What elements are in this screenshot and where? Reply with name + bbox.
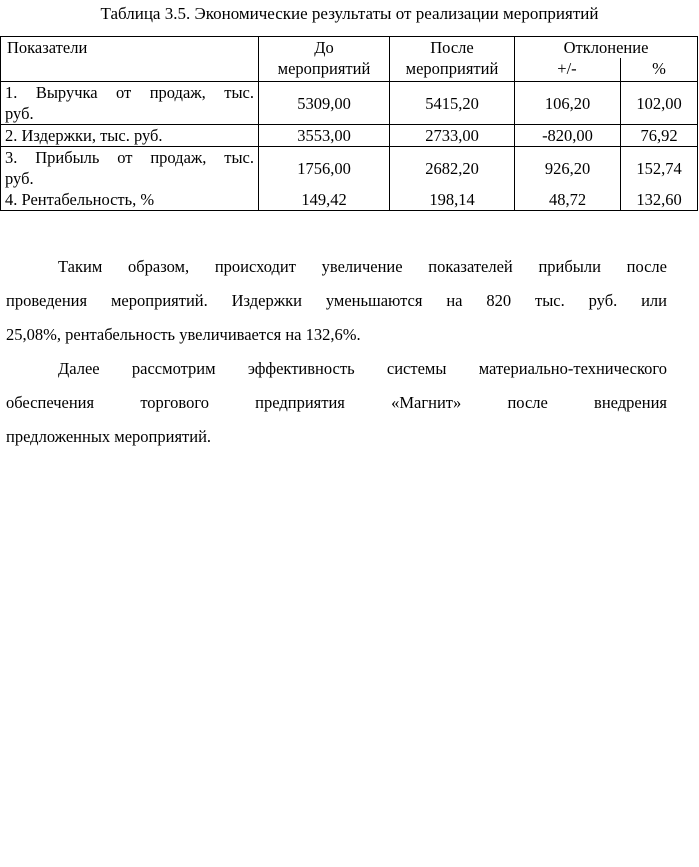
row-1-label-line2: руб. <box>5 104 34 123</box>
header-before-line2: мероприятий <box>277 59 371 78</box>
deviation-abs-label: +/- <box>557 59 577 78</box>
row-3-label <box>1 147 259 190</box>
row-2-before: 3553,00 <box>259 125 390 147</box>
row-3-pct: 152,74 <box>621 147 698 190</box>
row-4-label: 4. Рентабельность, % <box>1 189 259 211</box>
header-after-line2: мероприятий <box>405 59 499 78</box>
row-2-abs: -820,00 <box>515 125 621 147</box>
row-1-label <box>1 82 259 125</box>
row-4-pct: 132,60 <box>621 189 698 211</box>
row-1-label-line1: 1. Выручка от продаж, тыс. <box>5 83 254 102</box>
row-4-abs: 48,72 <box>515 189 621 211</box>
row-4-before: 149,42 <box>259 189 390 211</box>
row-3-label-line2: руб. <box>5 169 34 188</box>
table-row <box>1 82 698 125</box>
deviation-pct-label: % <box>652 59 666 78</box>
paragraph-2-line-2: обеспечения торгового предприятия «Магнит» после внедрения <box>6 393 667 412</box>
header-deviation: Отклонение <box>515 37 698 82</box>
row-3-abs: 926,20 <box>515 147 621 190</box>
header-after-line1: После <box>430 38 474 57</box>
header-before <box>259 37 390 82</box>
paragraph-2-line-3: предложенных мероприятий. <box>6 427 212 446</box>
row-3-before: 1756,00 <box>259 147 390 190</box>
row-1-after: 5415,20 <box>390 82 515 125</box>
paragraph-1 <box>6 250 667 352</box>
paragraph-1-line-1: Таким образом, происходит увеличение показателей прибыли после <box>58 257 667 276</box>
row-3-label-line1: 3. Прибыль от продаж, тыс. <box>5 148 254 167</box>
paragraph-1-line-2: проведения мероприятий. Издержки уменьшаются на 820 тыс. руб. или <box>6 291 667 310</box>
table-row <box>1 125 698 147</box>
row-1-pct: 102,00 <box>621 82 698 125</box>
row-4-after: 198,14 <box>390 189 515 211</box>
row-1-before: 5309,00 <box>259 82 390 125</box>
paragraph-2-line-1: Далее рассмотрим эффективность системы материально-технического <box>58 359 667 378</box>
row-1-abs: 106,20 <box>515 82 621 125</box>
row-3-after: 2682,20 <box>390 147 515 190</box>
paragraph-2 <box>6 352 667 454</box>
row-2-label: 2. Издержки, тыс. руб. <box>1 125 259 147</box>
paragraph-1-line-3: 25,08%, рентабельность увеличивается на 132,6%. <box>6 325 361 344</box>
table-row <box>1 189 698 211</box>
row-2-after: 2733,00 <box>390 125 515 147</box>
table-row <box>1 147 698 190</box>
header-indicator: Показатели <box>1 37 259 82</box>
row-2-pct: 76,92 <box>621 125 698 147</box>
header-after <box>390 37 515 82</box>
table-caption: Таблица 3.5. Экономические результаты от реализации мероприятий <box>100 4 599 23</box>
header-before-line1: До <box>314 38 334 57</box>
